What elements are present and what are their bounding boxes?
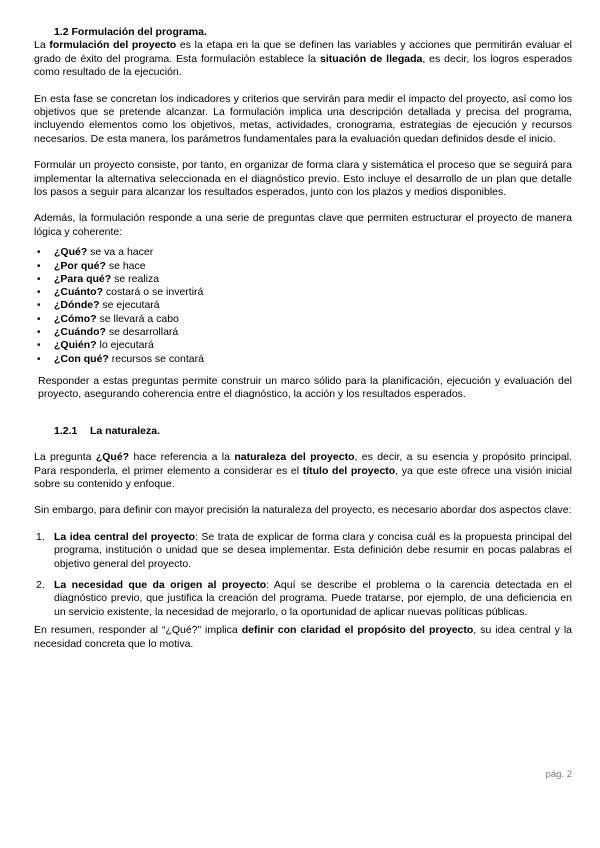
text-run: , ya que este ofrece una visión inicial sobre su contenido y enfoque. (34, 464, 572, 490)
section-heading: 1.2 Formulación del programa. (54, 26, 207, 38)
list-item (34, 246, 572, 259)
question-term: ¿Por qué? (54, 259, 106, 272)
question-text: se va a hacer (87, 246, 154, 259)
question-text: se ejecutará (99, 299, 160, 312)
text-run: , es decir, los logros esperados como resultado de la ejecución. (34, 52, 572, 79)
question-text: se realiza (111, 272, 160, 285)
text-run: En resumen, responder al “¿Qué?” implica (34, 624, 242, 637)
paragraph-resumen (34, 624, 572, 651)
list-item (34, 326, 572, 339)
list-number: 2. (36, 579, 45, 592)
list-item (34, 531, 572, 571)
question-term: ¿Qué? (54, 246, 88, 259)
text-run: , es decir, a su esencia y propósito principal. Para responderla, el primer elemento a considerar es el (34, 451, 572, 477)
page-number: pág. 2 (545, 769, 572, 780)
question-term: ¿Con qué? (54, 352, 109, 365)
text-run: : Aquí se describe el problema o la carencia detectada en el diagnóstico previo, que justifica la creación del programa. Puede tratarse, por ejemplo, de una deficiencia en un servicio existente, la necesidad de mejorarlo, o la oportunidad de aplicar nuevas políticas públicas. (54, 579, 572, 618)
question-term: ¿Cuánto? (54, 286, 103, 299)
paragraph-preguntas-intro: Además, la formulación responde a una serie de preguntas clave que permiten estructurar el proyecto de manera lógica y coherente: (34, 212, 572, 238)
paragraph-formular: Formular un proyecto consiste, por tanto, en organizar de forma clara y sistemática el proceso que se seguirá para implementar la alternativa seleccionada en el diagnóstico previo. Esto incluye el desarrollo de un plan que detalle los pasos a seguir para alcanzar los resultados esperados, junto con los plazos y medios disponibles. (34, 159, 572, 199)
bold-text: La necesidad que da origen al proyecto (54, 579, 267, 592)
bold-text: ¿Qué? (95, 451, 130, 464)
bold-text: definir con claridad el propósito del proyecto (241, 624, 474, 637)
question-term: ¿Cómo? (54, 312, 97, 325)
text-run: es la etapa en la que se definen las variables y acciones que permitirán evaluar el grado de éxito del programa. Esta formulación establece la (34, 39, 572, 65)
text-run: , su idea central y la necesidad concreta que lo motiva. (34, 624, 572, 650)
list-item (34, 260, 572, 273)
paragraph-sin-embargo: Sin embargo, para definir con mayor precisión la naturaleza del proyecto, es necesario abordar dos aspectos clave: (34, 504, 572, 517)
question-term: ¿Cuándo? (54, 326, 106, 339)
subsection-number: 1.2.1 (54, 424, 78, 437)
paragraph-formulacion (34, 39, 572, 79)
paragraph-responder: Responder a estas preguntas permite construir un marco sólido para la planificación, ejecución y evaluación del proyecto, asegurando coherencia entre el diagnóstico, la acción y los resultados esperados. (38, 374, 572, 401)
aspects-list (34, 531, 572, 619)
list-item (34, 313, 572, 326)
question-text: se desarrollará (105, 326, 179, 339)
question-term: ¿Quién? (54, 339, 97, 352)
text-run: La pregunta (34, 451, 96, 464)
text-run: : Se trata de explicar de forma clara y concisa cuál es la propuesta principal del programa, institución o unidad que se desea implementar. Esta definición debe resumir en pocas palabras el objetivo general del proyecto. (54, 530, 572, 570)
bold-text: naturaleza del proyecto (234, 451, 355, 464)
bold-text: formulación del proyecto (49, 39, 177, 52)
text-run: hace referencia a la (129, 451, 235, 464)
paragraph-indicadores: En esta fase se concretan los indicadores y criterios que servirán para medir el impacto del proyecto, así como los objetivos que se pretende alcanzar. La formulación implica una descripción detallada y precisa del programa, incluyendo elementos como los objetivos, metas, actividades, cronograma, estrategias de ejecución y recursos necesarios. De esta manera, los parámetros fundamentales para la evaluación quedan definidos desde el inicio. (34, 92, 572, 145)
list-item (34, 353, 572, 366)
text-run: La (34, 39, 50, 52)
list-item (34, 579, 572, 619)
question-term: ¿Para qué? (54, 272, 112, 285)
paragraph-naturaleza (34, 451, 572, 491)
list-item (34, 299, 572, 312)
list-item (34, 273, 572, 286)
bold-text: La idea central del proyecto (54, 530, 196, 543)
questions-list (34, 246, 572, 366)
question-text: recursos se contará (108, 352, 204, 365)
list-item (34, 339, 572, 352)
question-text: lo ejecutará (96, 339, 154, 352)
document-page (34, 26, 572, 651)
question-text: costará o se invertirá (103, 286, 204, 299)
bold-text: situación de llegada (320, 52, 423, 65)
list-number: 1. (36, 530, 45, 543)
question-text: se llevará a cabo (96, 312, 179, 325)
question-term: ¿Dónde? (54, 299, 100, 312)
bold-text: título del proyecto (302, 464, 396, 477)
subsection-heading (54, 425, 572, 438)
subsection-title: La naturaleza. (90, 424, 161, 437)
list-item (34, 286, 572, 299)
question-text: se hace (105, 259, 146, 272)
